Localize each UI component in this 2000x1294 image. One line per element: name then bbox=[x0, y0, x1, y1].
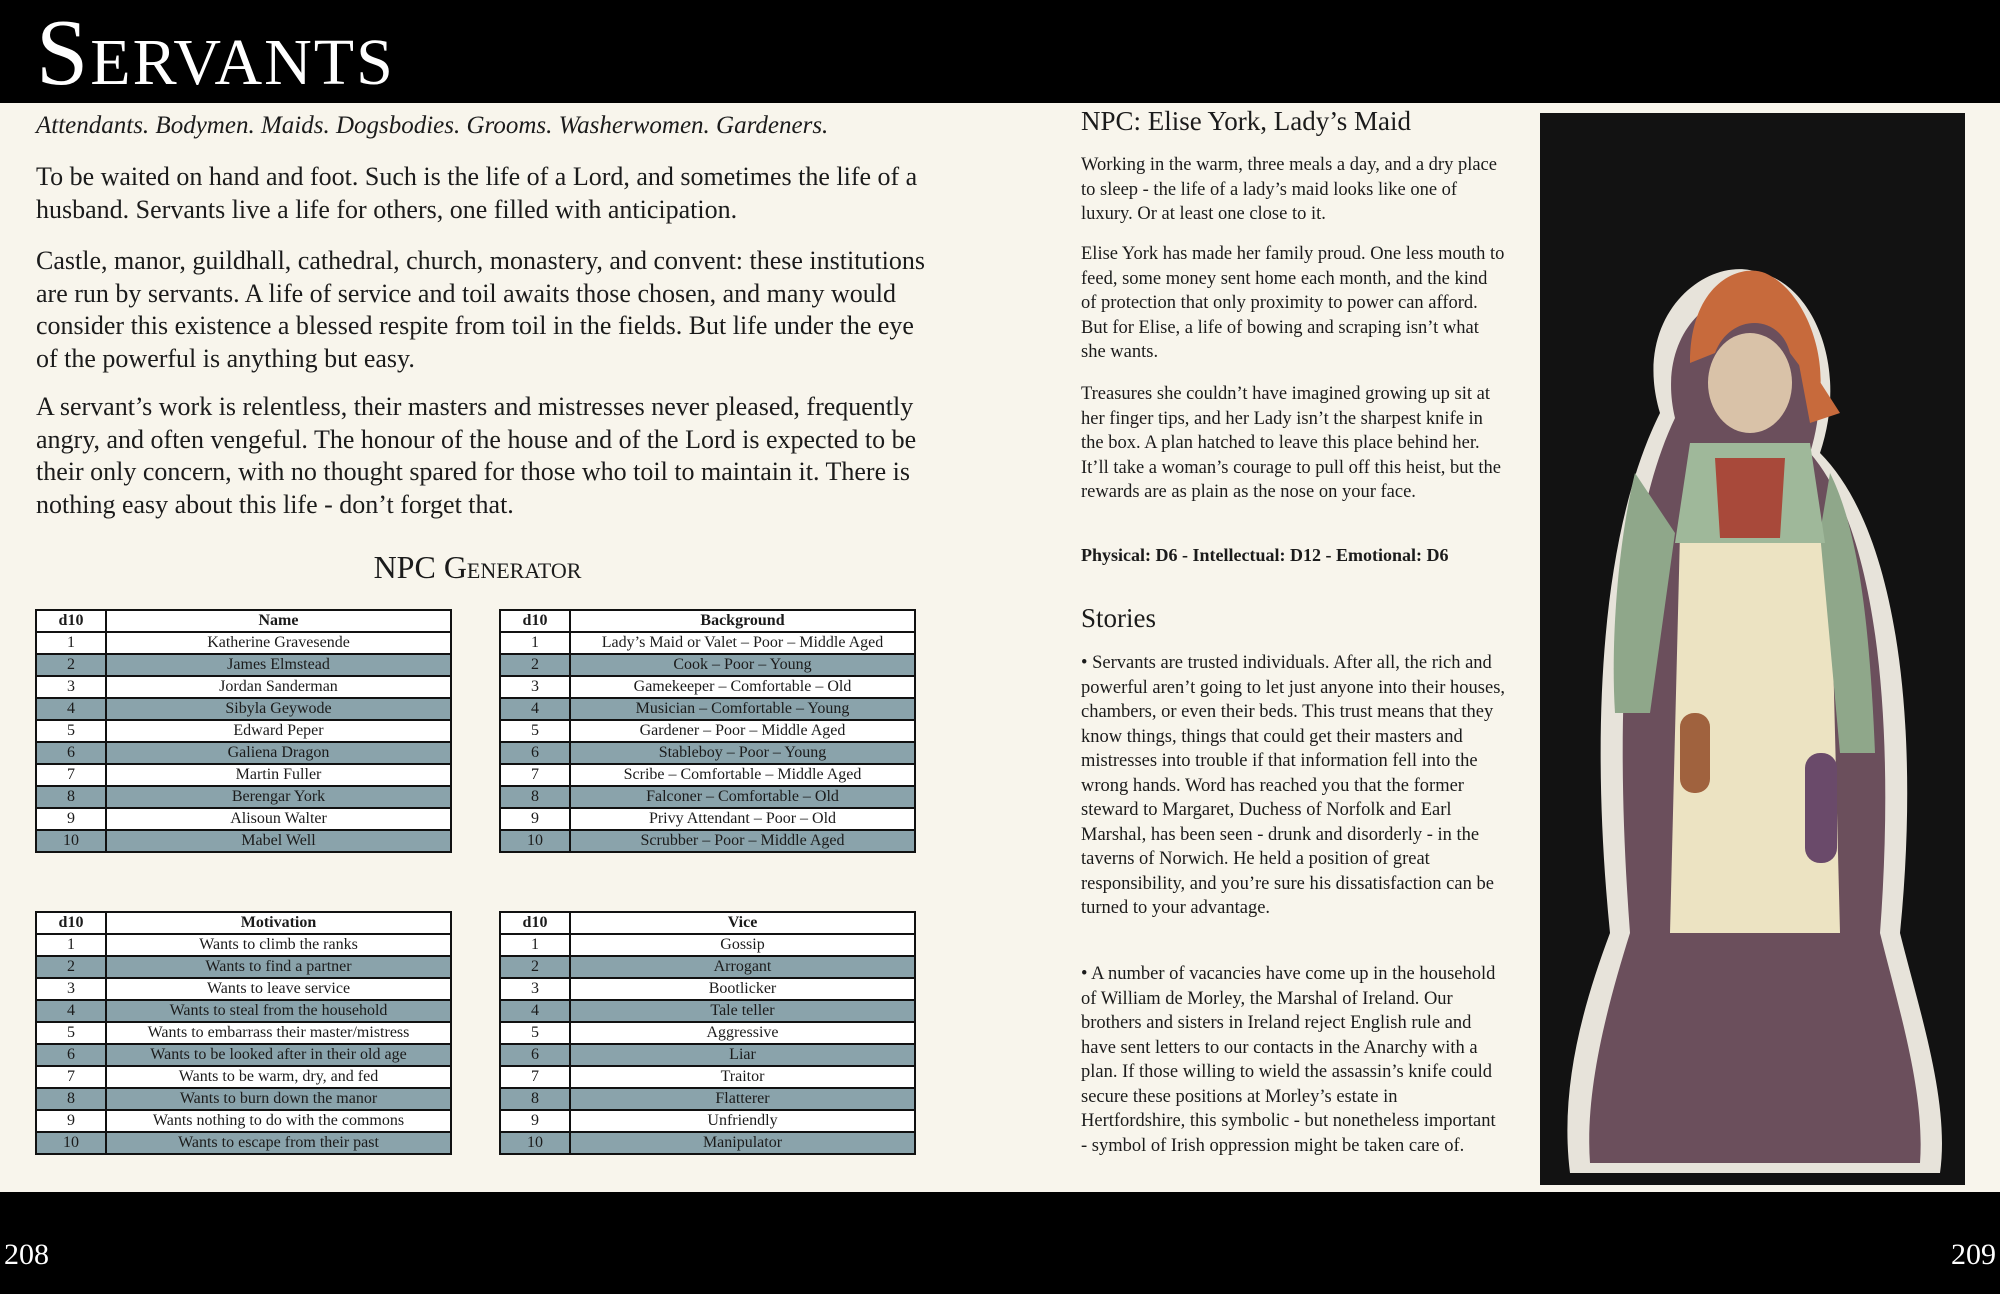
roll-cell: 5 bbox=[36, 720, 106, 742]
intro-paragraph: To be waited on hand and foot. Such is the life of a Lord, and sometimes the life of a husband. Servants live a life for others, one filled with anticipation. bbox=[36, 162, 918, 224]
table-header: Name bbox=[106, 610, 451, 632]
table-row bbox=[36, 676, 451, 698]
entry-cell: Liar bbox=[570, 1044, 915, 1066]
table-row bbox=[500, 978, 915, 1000]
entry-cell: Alisoun Walter bbox=[106, 808, 451, 830]
table-row bbox=[36, 956, 451, 978]
table-header: d10 bbox=[500, 610, 570, 632]
table-row bbox=[36, 978, 451, 1000]
roll-cell: 2 bbox=[36, 956, 106, 978]
table-row bbox=[36, 1132, 451, 1154]
entry-cell: Wants to embarrass their master/mistress bbox=[106, 1022, 451, 1044]
roll-cell: 6 bbox=[36, 742, 106, 764]
table-row bbox=[36, 1110, 451, 1132]
roll-cell: 6 bbox=[500, 1044, 570, 1066]
stories-heading: Stories bbox=[1081, 603, 1157, 633]
table-row bbox=[36, 786, 451, 808]
entry-cell: Wants to find a partner bbox=[106, 956, 451, 978]
entry-cell: Scrubber – Poor – Middle Aged bbox=[570, 830, 915, 852]
entry-cell: Arrogant bbox=[570, 956, 915, 978]
npc-paragraph: Treasures she couldn’t have imagined growing up sit at her finger tips, and her Lady isn’t the sharpest knife in the box. A plan hatched to leave this place behind her. It’ll take a woman’s courage to pull off this heist, but the rewards are as plain as the nose on your face. bbox=[1081, 384, 1501, 502]
entry-cell: Wants to burn down the manor bbox=[106, 1088, 451, 1110]
background-table bbox=[499, 609, 916, 853]
roll-cell: 7 bbox=[500, 1066, 570, 1088]
roll-cell: 10 bbox=[500, 830, 570, 852]
entry-cell: James Elmstead bbox=[106, 654, 451, 676]
table-row bbox=[36, 764, 451, 786]
footer-band bbox=[0, 1192, 2000, 1294]
table-header: Motivation bbox=[106, 912, 451, 934]
roll-cell: 1 bbox=[36, 632, 106, 654]
table-row bbox=[36, 1044, 451, 1066]
page-number-right: 209 bbox=[1951, 1238, 1996, 1271]
roll-cell: 4 bbox=[500, 1000, 570, 1022]
entry-cell: Gamekeeper – Comfortable – Old bbox=[570, 676, 915, 698]
table-row bbox=[36, 632, 451, 654]
table-row bbox=[500, 1044, 915, 1066]
entry-cell: Wants to escape from their past bbox=[106, 1132, 451, 1154]
table-header: Vice bbox=[570, 912, 915, 934]
table-row bbox=[36, 1000, 451, 1022]
table-row bbox=[500, 786, 915, 808]
table-row bbox=[36, 808, 451, 830]
roll-cell: 3 bbox=[500, 676, 570, 698]
roll-cell: 8 bbox=[36, 786, 106, 808]
table-row bbox=[500, 764, 915, 786]
entry-cell: Falconer – Comfortable – Old bbox=[570, 786, 915, 808]
roll-cell: 3 bbox=[36, 676, 106, 698]
npc-heading: NPC: Elise York, Lady’s Maid bbox=[1081, 106, 1412, 136]
roll-cell: 5 bbox=[36, 1022, 106, 1044]
table-row bbox=[500, 654, 915, 676]
table-row bbox=[500, 1110, 915, 1132]
entry-cell: Aggressive bbox=[570, 1022, 915, 1044]
roll-cell: 2 bbox=[36, 654, 106, 676]
entry-cell: Bootlicker bbox=[570, 978, 915, 1000]
table-row bbox=[36, 830, 451, 852]
table-header: Background bbox=[570, 610, 915, 632]
roll-cell: 9 bbox=[500, 1110, 570, 1132]
roll-cell: 4 bbox=[500, 698, 570, 720]
entry-cell: Wants to be warm, dry, and fed bbox=[106, 1066, 451, 1088]
entry-cell: Martin Fuller bbox=[106, 764, 451, 786]
roll-cell: 6 bbox=[500, 742, 570, 764]
intro-subtitle: Attendants. Bodymen. Maids. Dogsbodies. Grooms. Washerwomen. Gardeners. bbox=[36, 112, 829, 139]
table-row bbox=[500, 1000, 915, 1022]
entry-cell: Galiena Dragon bbox=[106, 742, 451, 764]
lady-maid-illustration bbox=[1540, 113, 1965, 1185]
table-header: d10 bbox=[36, 912, 106, 934]
roll-cell: 3 bbox=[500, 978, 570, 1000]
entry-cell: Unfriendly bbox=[570, 1110, 915, 1132]
entry-cell: Katherine Gravesende bbox=[106, 632, 451, 654]
name-table bbox=[35, 609, 452, 853]
roll-cell: 1 bbox=[500, 632, 570, 654]
npc-paragraph: Elise York has made her family proud. One less mouth to feed, some money sent home each month, and the kind of protection that only proximity to power can afford. But for Elise, a life of bowing and scraping isn’t what she wants. bbox=[1081, 244, 1505, 362]
roll-cell: 4 bbox=[36, 698, 106, 720]
roll-cell: 9 bbox=[500, 808, 570, 830]
table-row bbox=[36, 1088, 451, 1110]
table-row bbox=[500, 830, 915, 852]
page-number-left: 208 bbox=[4, 1238, 49, 1271]
table-row bbox=[500, 742, 915, 764]
roll-cell: 6 bbox=[36, 1044, 106, 1066]
entry-cell: Mabel Well bbox=[106, 830, 451, 852]
table-row bbox=[500, 676, 915, 698]
npc-stats: Physical: D6 - Intellectual: D12 - Emotional: D6 bbox=[1081, 545, 1449, 565]
table-row bbox=[36, 1066, 451, 1088]
npc-paragraph: Working in the warm, three meals a day, and a dry place to sleep - the life of a lady’s maid looks like one of luxury. Or at least one close to it. bbox=[1081, 155, 1497, 224]
entry-cell: Traitor bbox=[570, 1066, 915, 1088]
generator-heading: NPC Generator bbox=[373, 549, 582, 585]
table-row bbox=[500, 934, 915, 956]
roll-cell: 7 bbox=[36, 764, 106, 786]
table-row bbox=[500, 1088, 915, 1110]
table-row bbox=[500, 720, 915, 742]
table-row bbox=[36, 1022, 451, 1044]
roll-cell: 8 bbox=[36, 1088, 106, 1110]
table-row bbox=[36, 742, 451, 764]
roll-cell: 1 bbox=[36, 934, 106, 956]
table-row bbox=[36, 698, 451, 720]
entry-cell: Wants to be looked after in their old age bbox=[106, 1044, 451, 1066]
roll-cell: 5 bbox=[500, 1022, 570, 1044]
table-row bbox=[500, 1132, 915, 1154]
entry-cell: Lady’s Maid or Valet – Poor – Middle Aged bbox=[570, 632, 915, 654]
roll-cell: 10 bbox=[36, 830, 106, 852]
table-row bbox=[36, 934, 451, 956]
intro-paragraph: Castle, manor, guildhall, cathedral, church, monastery, and convent: these institutions are run by servants. A life of service and toil awaits those chosen, and many would consider this existence a blessed respite from toil in the fields. But life under the eye of the powerful is anything but easy. bbox=[36, 246, 925, 373]
table-row bbox=[500, 632, 915, 654]
entry-cell: Gossip bbox=[570, 934, 915, 956]
entry-cell: Berengar York bbox=[106, 786, 451, 808]
table-row bbox=[500, 1022, 915, 1044]
entry-cell: Wants to steal from the household bbox=[106, 1000, 451, 1022]
page-title: Servants bbox=[36, 1, 395, 105]
table-row bbox=[500, 1066, 915, 1088]
table-header: d10 bbox=[36, 610, 106, 632]
table-row bbox=[36, 720, 451, 742]
entry-cell: Tale teller bbox=[570, 1000, 915, 1022]
roll-cell: 2 bbox=[500, 654, 570, 676]
entry-cell: Flatterer bbox=[570, 1088, 915, 1110]
entry-cell: Jordan Sanderman bbox=[106, 676, 451, 698]
entry-cell: Scribe – Comfortable – Middle Aged bbox=[570, 764, 915, 786]
entry-cell: Gardener – Poor – Middle Aged bbox=[570, 720, 915, 742]
table-row bbox=[36, 654, 451, 676]
entry-cell: Musician – Comfortable – Young bbox=[570, 698, 915, 720]
motivation-table bbox=[35, 911, 452, 1155]
entry-cell: Privy Attendant – Poor – Old bbox=[570, 808, 915, 830]
entry-cell: Sibyla Geywode bbox=[106, 698, 451, 720]
roll-cell: 9 bbox=[36, 1110, 106, 1132]
roll-cell: 8 bbox=[500, 786, 570, 808]
roll-cell: 10 bbox=[500, 1132, 570, 1154]
table-row bbox=[500, 808, 915, 830]
roll-cell: 3 bbox=[36, 978, 106, 1000]
intro-paragraph: A servant’s work is relentless, their masters and mistresses never pleased, frequently angry, and often vengeful. The honour of the house and of the Lord is expected to be their only concern, with no thought spared for those who toil to maintain it. There is nothing easy about this life - don’t forget that. bbox=[36, 392, 917, 519]
story-item: • Servants are trusted individuals. After all, the rich and powerful aren’t going to let just anyone into their houses, chambers, or even their beds. This trust means that they know things, things that could get their masters and mistresses into trouble if that information fell into the wrong hands. Word has reached you that the former steward to Margaret, Duchess of Norfolk and Earl Marshal, has been seen - drunk and disorderly - in the taverns of Norwich. He held a position of great responsibility, and you’re sure his dissatisfaction can be turned to your advantage. bbox=[1081, 653, 1506, 918]
table-header: d10 bbox=[500, 912, 570, 934]
entry-cell: Stableboy – Poor – Young bbox=[570, 742, 915, 764]
roll-cell: 9 bbox=[36, 808, 106, 830]
vice-table bbox=[499, 911, 916, 1155]
table-row bbox=[500, 956, 915, 978]
entry-cell: Manipulator bbox=[570, 1132, 915, 1154]
roll-cell: 5 bbox=[500, 720, 570, 742]
roll-cell: 7 bbox=[500, 764, 570, 786]
roll-cell: 2 bbox=[500, 956, 570, 978]
roll-cell: 7 bbox=[36, 1066, 106, 1088]
roll-cell: 4 bbox=[36, 1000, 106, 1022]
roll-cell: 1 bbox=[500, 934, 570, 956]
roll-cell: 8 bbox=[500, 1088, 570, 1110]
entry-cell: Wants nothing to do with the commons bbox=[106, 1110, 451, 1132]
entry-cell: Edward Peper bbox=[106, 720, 451, 742]
story-item: • A number of vacancies have come up in the household of William de Morley, the Marshal of Ireland. Our brothers and sisters in Ireland reject English rule and have sent letters to our contacts in the Anarchy with a plan. If those willing to wield the assassin’s knife could secure these positions at Morley’s estate in Hertfordshire, this symbolic - but nonetheless important - symbol of Irish oppression might be taken care of. bbox=[1081, 964, 1496, 1156]
entry-cell: Wants to climb the ranks bbox=[106, 934, 451, 956]
entry-cell: Cook – Poor – Young bbox=[570, 654, 915, 676]
entry-cell: Wants to leave service bbox=[106, 978, 451, 1000]
roll-cell: 10 bbox=[36, 1132, 106, 1154]
table-row bbox=[500, 698, 915, 720]
